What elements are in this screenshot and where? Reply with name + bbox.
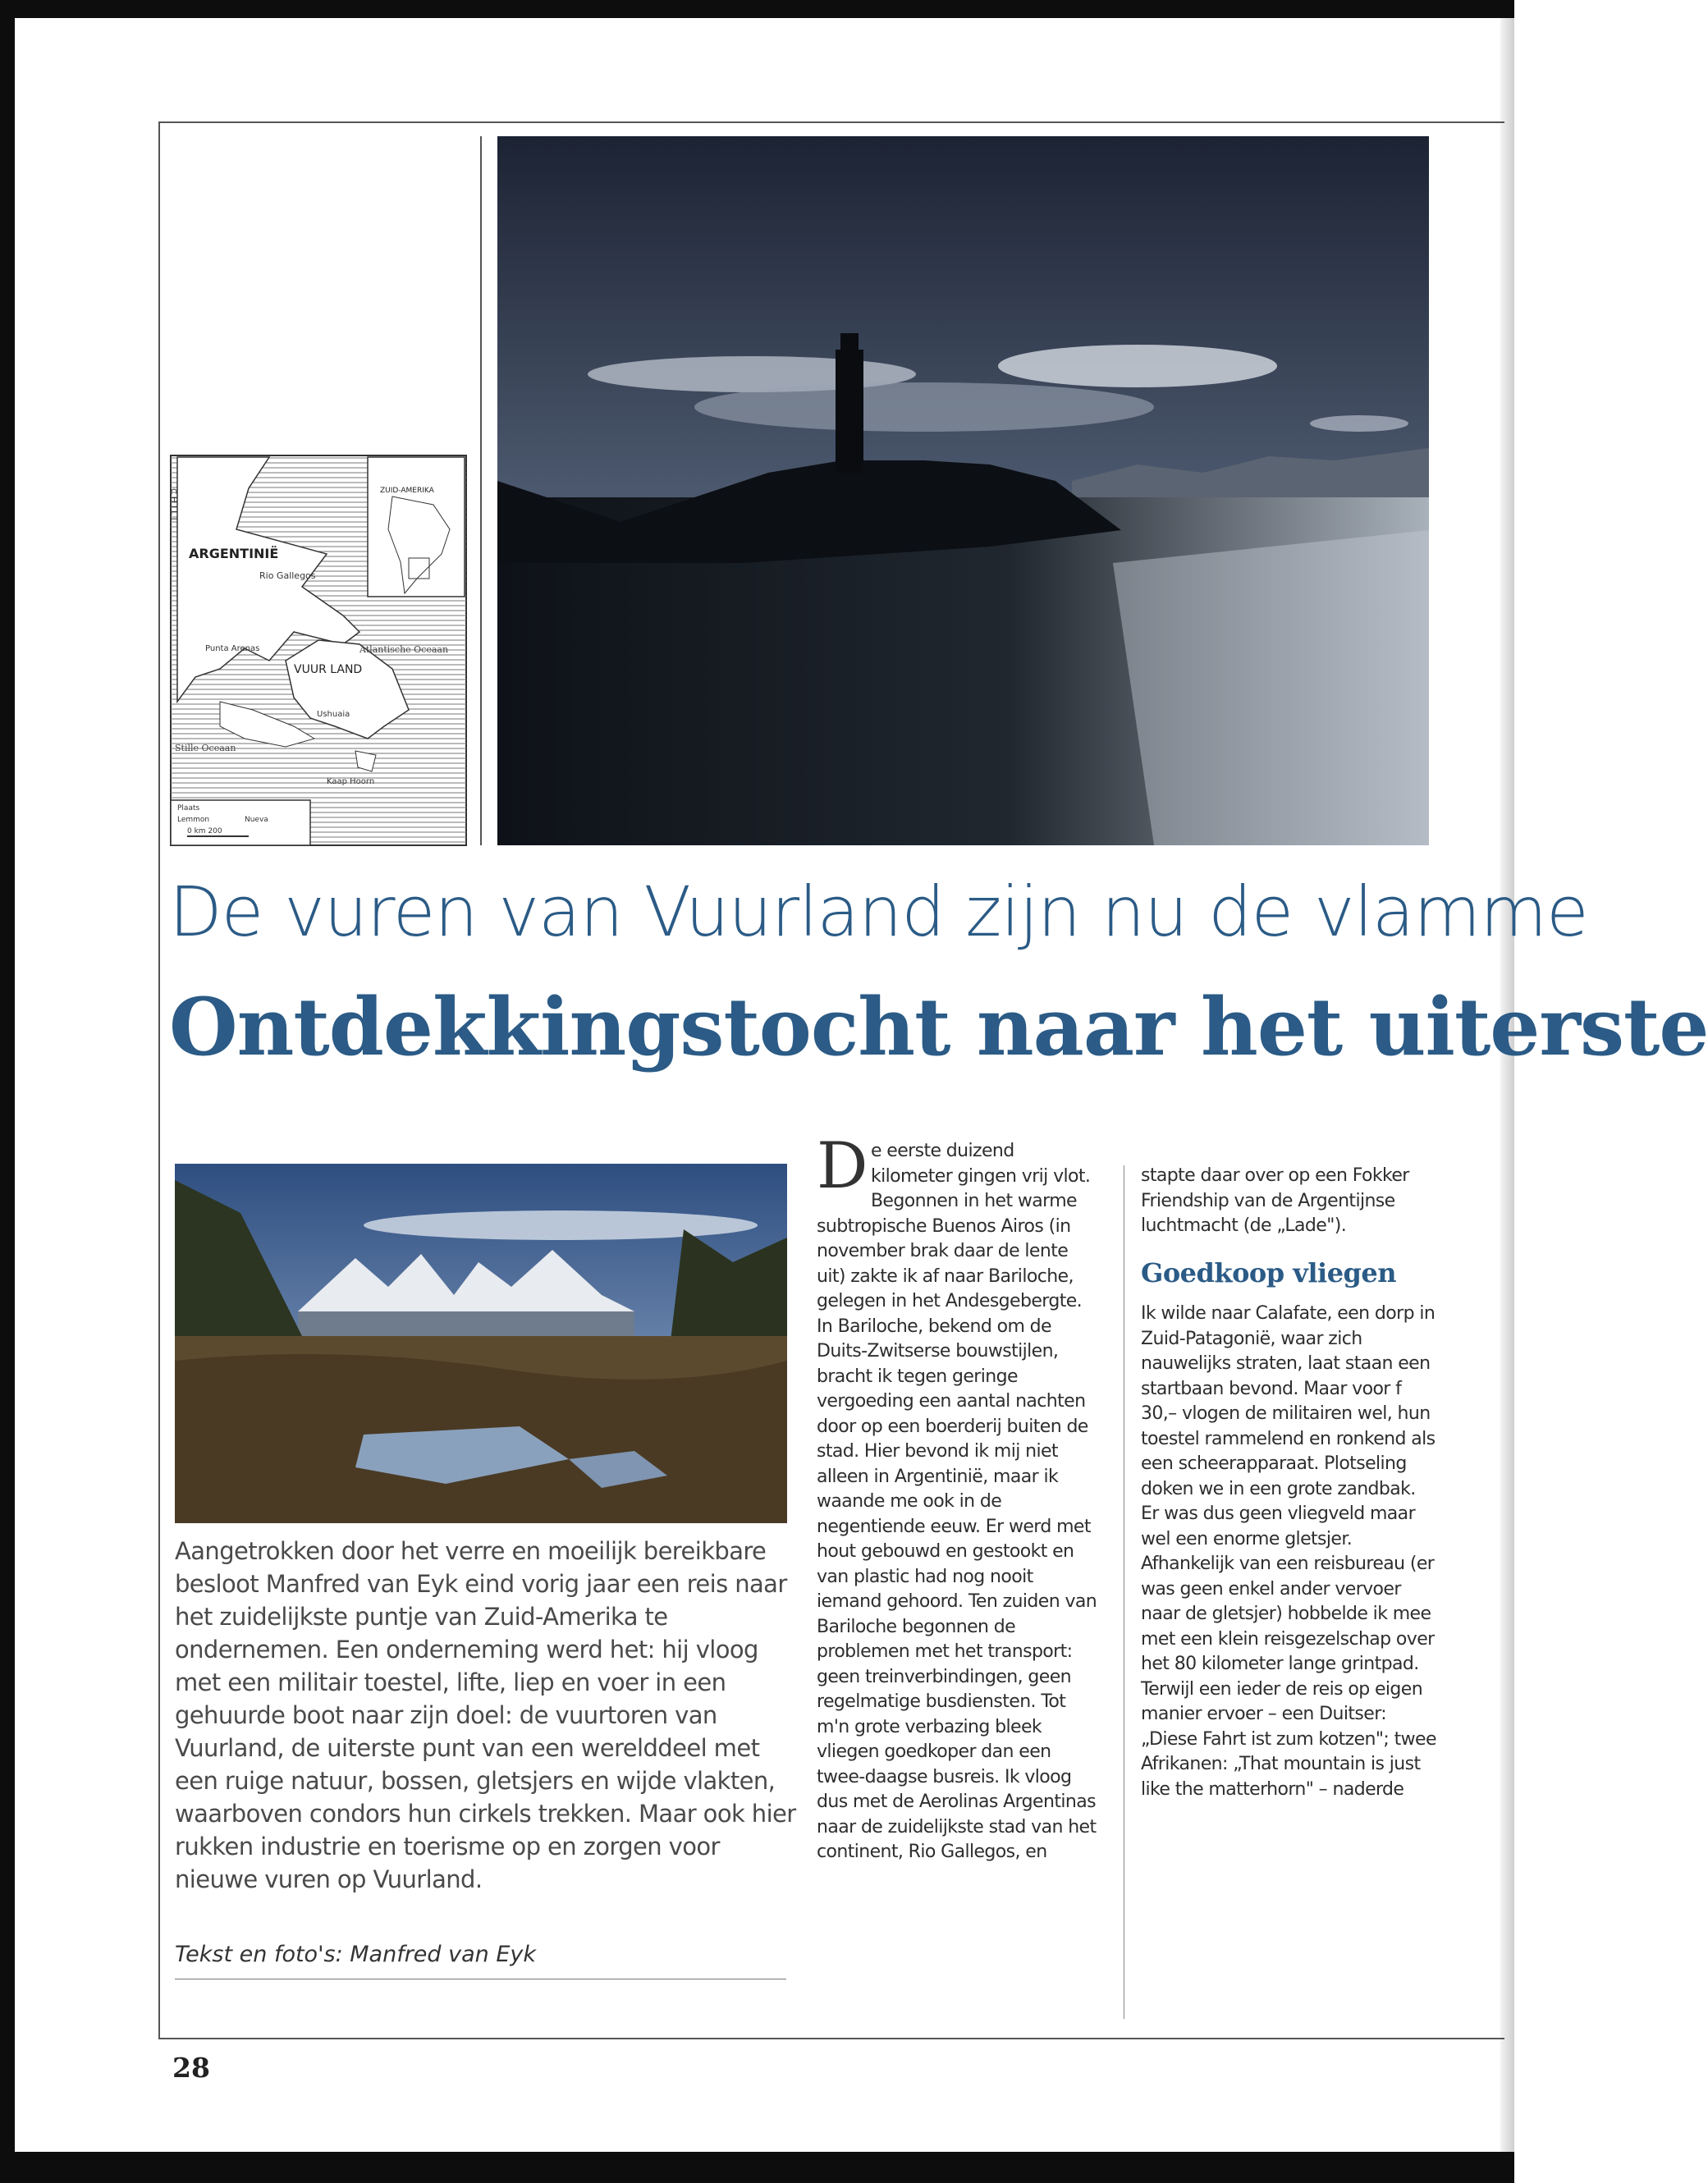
- subhead-goedkoop-vliegen: Goedkoop vliegen: [1141, 1256, 1397, 1288]
- map-label-vuurland: VUUR LAND: [294, 663, 363, 676]
- frame-line-bottom: [158, 2038, 1504, 2039]
- frame-line-left: [158, 121, 160, 2039]
- map-label-zuid-amerika: ZUID-AMERIKA: [380, 487, 434, 495]
- map-label-rio-gallegos: Rio Gallegos: [259, 570, 316, 581]
- map-legend-3: Nueva: [245, 816, 268, 824]
- intro-text: [175, 1535, 799, 1896]
- top-border: [0, 0, 1514, 18]
- column-3-para2: Ik wilde naar Calafate, een dorp in Zuid-Patagonië, waar zich nauwelijks straten, laat staan een startbaan bevond. Maar voor f 30,– vlogen de militairen wel, hun toestel rammelend en ronkend als een scheerapparaat. Plotseling doken we in een grote zandbak. Er was dus geen vliegveld maar wel een enorme gletsjer. Afhankelijk van een reisbureau (er was geen enkel ander vervoer naar de gletsjer) hobbelde ik mee met een klein reisgezelschap over het 80 kilometer lange grintpad. Terwijl een ieder de reis op eigen manier ervoer – een Duitser: „Diese Fahrt ist zum kotzen"; twee Afrikanen: „That mountain is just like the matterhorn" – naderde: [1141, 1303, 1436, 1800]
- bottom-border: [0, 2152, 1514, 2183]
- dropcap: D: [817, 1129, 868, 1203]
- map-label-pacific: Stille Oceaan: [175, 743, 236, 753]
- left-border: [0, 0, 15, 2183]
- map-tierra-del-fuego: [168, 455, 466, 845]
- frame-line-photo-divider: [480, 136, 482, 845]
- map-scale: 0 km 200: [187, 827, 222, 835]
- map-label-ushuaia: Ushuaia: [317, 710, 350, 719]
- photo-credit: Tekst en foto's: Manfred van Eyk: [175, 1942, 786, 1979]
- map-legend-2: Lemmon: [177, 816, 210, 824]
- article-column-2: [817, 1129, 1100, 1865]
- headline-line1: De vuren van Vuurland zijn nu de vlamme: [169, 872, 1588, 952]
- page-fold-edge: [1500, 18, 1514, 2152]
- map-label-chili: C H I L I: [168, 488, 178, 520]
- column-3-para1: stapte daar over op een Fokker Friendship van de Argentijnse luchtmacht (de „Lade").: [1141, 1165, 1409, 1236]
- lighthouse-photo: [497, 136, 1429, 845]
- frame-line-top: [158, 121, 1504, 123]
- map-label-atlantic: Atlantische Oceaan: [359, 644, 449, 655]
- headline-line2: Ontdekkingstocht naar het uiterste: [169, 981, 1708, 1073]
- mountain-photo: [175, 1164, 787, 1523]
- map-legend-1: Plaats: [177, 804, 200, 812]
- map-label-argentinie: ARGENTINIË: [189, 546, 279, 561]
- map-label-kaap-hoorn: Kaap Hoorn: [327, 777, 375, 786]
- article-column-3: [1141, 1164, 1436, 1802]
- intro-paragraph: Aangetrokken door het verre en moeilijk bereikbare besloot Manfred van Eyk eind vorig jaar een reis naar het zuidelijkste puntje van Zuid-Amerika te ondernemen. Een onderneming werd het: hij vloog met een militair toestel, lifte, liep en voer in een gehuurde boot naar zijn doel: de vuurtoren van Vuurland, de uiterste punt van een werelddeel met een ruige natuur, bossen, gletsjers en wijde vlakten, waarboven condors hun cirkels trekken. Maar ook hier rukken industrie en toerisme op en zorgen voor nieuwe vuren op Vuurland.: [175, 1537, 796, 1893]
- map-label-punta-arenas: Punta Arenas: [205, 644, 260, 653]
- page-number: 28: [172, 2052, 210, 2084]
- column-2-text: e eerste duizend kilometer gingen vrij vlot. Begonnen in het warme subtropische Buenos Airos (in november brak daar de lente uit) zakte ik af naar Bariloche, gelegen in het Andesgebergte. In Bariloche, bekend om de Duits-Zwitserse bouwstijlen, bracht ik tegen geringe vergoeding een aantal nachten door op een boerderij buiten de stad. Hier bevond ik mij niet alleen in Argentinië, maar ik waande me ook in de negentiende eeuw. Er werd met hout gebouwd en gestookt en van plastic had nog nooit iemand gehoord. Ten zuiden van Bariloche begonnen de problemen met het transport: geen treinverbindingen, geen regelmatige busdiensten. Tot m'n grote verbazing bleek vliegen goedkoper dan een twee-daagse busreis. Ik vloog dus met de Aerolinas Argentinas naar de zuidelijkste stad van het continent, Rio Gallegos, en: [817, 1141, 1097, 1862]
